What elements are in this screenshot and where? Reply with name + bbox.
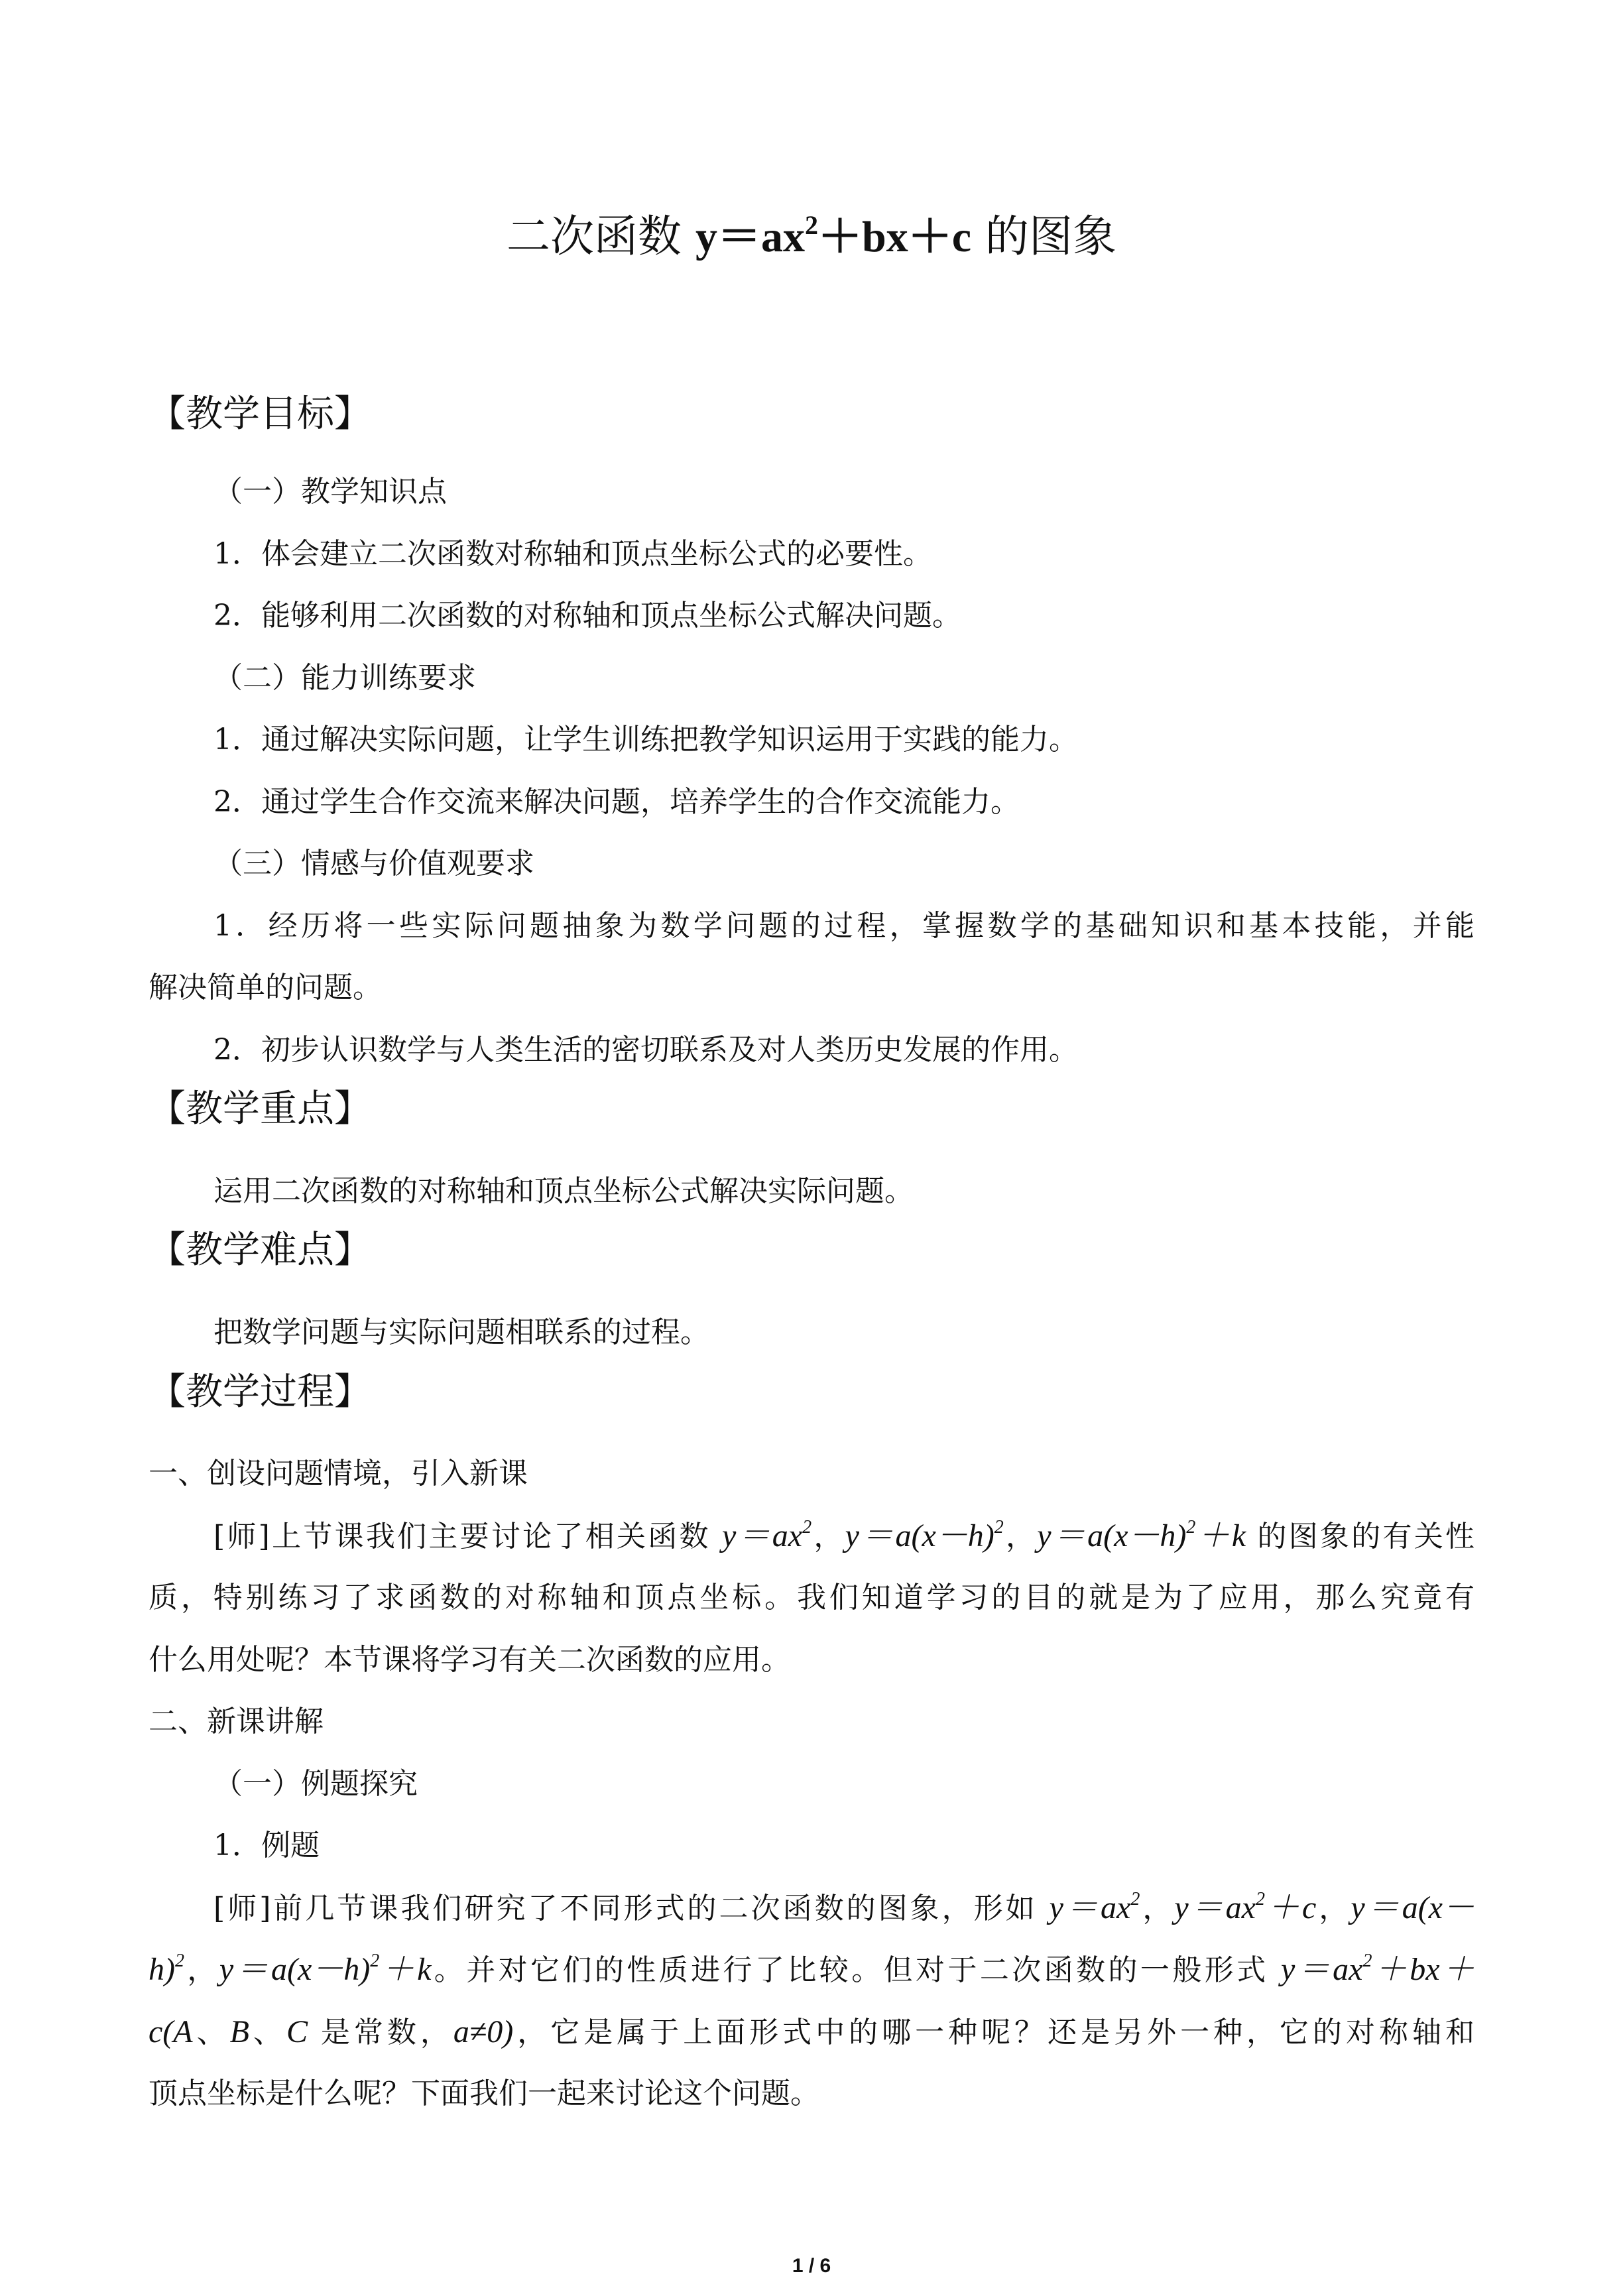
formula-exponent: 2 [174, 1951, 184, 1971]
section-1-paragraph-line-2: 质，特别练习了求函数的对称轴和顶点坐标。我们知道学习的目的就是为了应用，那么究竟有 [149, 1581, 1474, 1614]
formula-exponent: 2 [1186, 1517, 1196, 1538]
formula-exponent: 2 [1255, 1889, 1265, 1909]
formula-exponent: 2 [1362, 1951, 1372, 1971]
formula-text: y＝ax [1049, 1890, 1131, 1925]
section-2-title: 二、新课讲解 [149, 1705, 324, 1738]
formula-tail: ＋k [379, 1952, 432, 1987]
section-2-paragraph-line-1 [213, 1888, 1474, 1929]
section-1-paragraph-line-1 [213, 1516, 1474, 1557]
document-title [0, 207, 1623, 267]
formula-exponent: 2 [370, 1951, 380, 1971]
section-1-paragraph-line-3: 什么用处呢？本节课将学习有关二次函数的应用。 [149, 1643, 790, 1677]
formula-1 [1050, 1890, 1140, 1925]
ability-title: （二）能力训练要求 [213, 661, 476, 695]
text-run: 、 [192, 2016, 230, 2049]
text-run: 、 [249, 2016, 286, 2049]
formula-exponent: 2 [1130, 1889, 1140, 1909]
formula-exponent: 2 [994, 1517, 1004, 1538]
key-point-heading: 【教学重点】 [149, 1087, 371, 1130]
formula-6 [1281, 1952, 1474, 1987]
formula-8: B [229, 2014, 249, 2049]
knowledge-item-2: 2．能够利用二次函数的对称轴和顶点坐标公式解决问题。 [213, 599, 961, 633]
formula-text: h) [149, 1952, 175, 1987]
section-1-title: 一、创设问题情境，引入新课 [149, 1457, 528, 1490]
separator: ， [1140, 1892, 1175, 1925]
difficulty-text: 把数学问题与实际问题相联系的过程。 [213, 1315, 709, 1349]
formula-3: y＝a(x－ [1351, 1890, 1474, 1925]
formula-1 [722, 1518, 812, 1553]
text-run: ，它是属于上面形式中的哪一种呢？还是另外一种，它的对称轴和 [513, 2016, 1475, 2049]
page-number: 1 / 6 [792, 2255, 831, 2277]
formula-5 [219, 1952, 432, 1987]
text-run: [师]上节课我们主要讨论了相关函数 [213, 1520, 722, 1553]
title-equation [695, 210, 971, 261]
formula-text: y＝ax [1281, 1952, 1363, 1987]
difficulty-heading: 【教学难点】 [149, 1229, 371, 1272]
separator: ， [184, 1953, 219, 1987]
section-2-paragraph-line-4: 顶点坐标是什么呢？下面我们一起来讨论这个问题。 [149, 2077, 819, 2110]
text-run: 的图象的有关性 [1246, 1520, 1475, 1553]
emotion-item-1-line-2: 解决简单的问题。 [149, 971, 382, 1004]
text-run: 是常数， [307, 2016, 453, 2049]
formula-tail: ＋c [1264, 1890, 1317, 1925]
title-eq-exponent: 2 [805, 210, 818, 240]
formula-text: y＝a(x－h) [1037, 1518, 1187, 1553]
formula-text: y＝ax [721, 1518, 803, 1553]
key-point-text: 运用二次函数的对称轴和顶点坐标公式解决实际问题。 [213, 1174, 914, 1208]
formula-4 [149, 1952, 184, 1987]
text-run: 。并对它们的性质进行了比较。但对于二次函数的一般形式 [431, 1953, 1281, 1987]
title-eq-rest: ＋bx＋c [818, 213, 971, 261]
formula-2 [1174, 1890, 1316, 1925]
emotion-item-2: 2．初步认识数学与人类生活的密切联系及对人类历史发展的作用。 [213, 1033, 1078, 1067]
knowledge-title: （一）教学知识点 [213, 475, 447, 509]
objectives-heading: 【教学目标】 [149, 393, 371, 436]
formula-10: a≠0) [453, 2014, 514, 2049]
separator: ， [812, 1520, 845, 1553]
section-2-subtitle: （一）例题探究 [213, 1767, 418, 1801]
ability-item-2: 2．通过学生合作交流来解决问题，培养学生的合作交流能力。 [213, 785, 1020, 819]
formula-text: y＝a(x－h) [219, 1952, 371, 1987]
formula-9: C [286, 2014, 308, 2049]
text-run: [师]前几节课我们研究了不同形式的二次函数的图象，形如 [213, 1892, 1050, 1925]
ability-item-1: 1．通过解决实际问题，让学生训练把教学知识运用于实践的能力。 [213, 723, 1078, 756]
separator: ， [1003, 1520, 1038, 1553]
section-2-item: 1．例题 [213, 1829, 320, 1862]
formula-text: y＝a(x－h) [845, 1518, 994, 1553]
formula-7: c(A [149, 2014, 193, 2049]
formula-tail: ＋k [1195, 1518, 1246, 1553]
knowledge-item-1: 1．体会建立二次函数对称轴和顶点坐标公式的必要性。 [213, 537, 932, 571]
formula-3 [1037, 1518, 1246, 1553]
title-eq-part: y＝ax [695, 213, 805, 261]
formula-text: y＝ax [1174, 1890, 1256, 1925]
title-prefix: 二次函数 [507, 211, 695, 262]
section-2-paragraph-line-3 [149, 2012, 1474, 2053]
separator: ， [1316, 1892, 1351, 1925]
title-suffix: 的图象 [971, 211, 1116, 262]
formula-2 [845, 1518, 1004, 1553]
process-heading: 【教学过程】 [149, 1370, 371, 1414]
emotion-item-1-line-1: 1．经历将一些实际问题抽象为数学问题的过程，掌握数学的基础知识和基本技能，并能 [213, 909, 1474, 943]
formula-exponent: 2 [802, 1517, 812, 1538]
emotion-title: （三）情感与价值观要求 [213, 847, 534, 880]
section-2-paragraph-line-2 [149, 1950, 1474, 1990]
formula-tail: ＋bx＋ [1372, 1952, 1475, 1987]
